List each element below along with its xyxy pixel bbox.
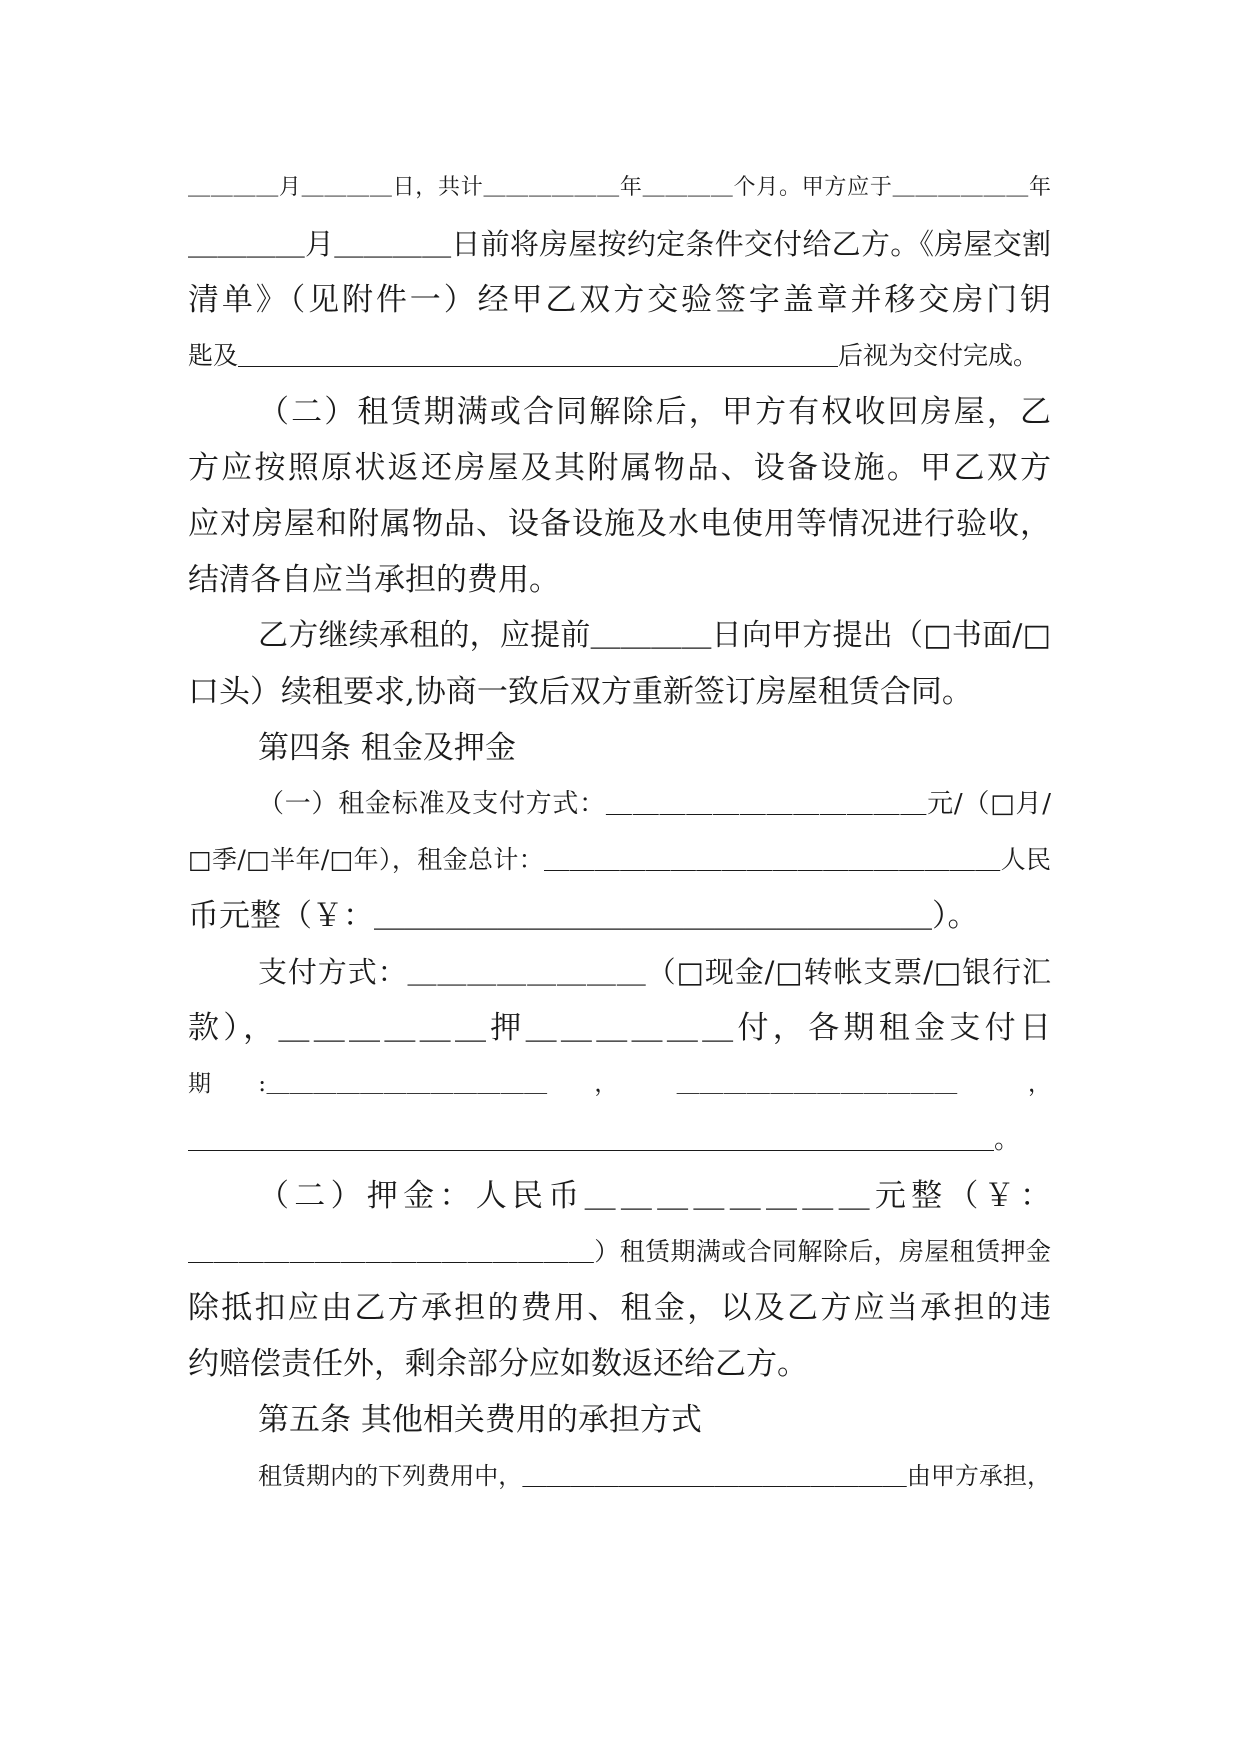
text-line-6: 方应按照原状返还房屋及其附属物品、设备设施。甲乙双方 [188,450,1051,486]
text-line-13: □季/□半年/□年），租金总计：＿＿＿＿＿＿＿＿＿＿＿＿＿＿＿＿＿＿人民 [188,845,1051,874]
section-heading-article-4: 第四条 租金及押金 [258,730,516,766]
text-line-16: 款），＿＿＿＿＿＿押＿＿＿＿＿＿付，各期租金支付日 [188,1010,1051,1046]
text-line-20: ＿＿＿＿＿＿＿＿＿＿＿＿＿＿＿＿）租赁期满或合同解除后，房屋租赁押金 [188,1237,1051,1266]
text-line-2: ＿＿＿＿月＿＿＿＿日前将房屋按约定条件交付给乙方。《房屋交割 [188,227,1051,261]
text-line-3: 清单》（见附件一）经甲乙双方交验签字盖章并移交房门钥 [188,282,1051,318]
section-heading-article-5: 第五条 其他相关费用的承担方式 [258,1402,702,1438]
text-line-9: 乙方继续承租的，应提前＿＿＿＿日向甲方提出（□书面/□ [258,618,1051,653]
text-line-4: 匙及＿＿＿＿＿＿＿＿＿＿＿＿＿＿＿＿＿＿＿＿＿＿＿＿后视为交付完成。 [188,341,1039,370]
text-line-24: 租赁期内的下列费用中，＿＿＿＿＿＿＿＿＿＿＿＿＿＿＿＿由甲方承担， [258,1462,1051,1490]
text-line-8: 结清各自应当承担的费用。 [188,562,560,598]
text-line-10: 口头）续租要求,协商一致后双方重新签订房屋租赁合同。 [188,674,973,710]
text-line-18: ＿＿＿＿＿＿＿＿＿＿＿＿＿＿＿＿＿＿＿＿＿＿＿＿＿＿＿＿＿＿＿。 [188,1125,1021,1155]
text-line-19: （二）押金：人民币＿＿＿＿＿＿＿＿元整（￥： [258,1178,1051,1214]
text-line-12: （一）租金标准及支付方式：＿＿＿＿＿＿＿＿＿＿＿＿元/（□月/ [258,789,1051,819]
text-line-22: 约赔偿责任外，剩余部分应如数返还给乙方。 [188,1346,808,1382]
text-line-15: 支付方式：＿＿＿＿＿＿＿＿（□现金/□转帐支票/□银行汇 [258,955,1051,989]
text-line-14: 币元整（￥：＿＿＿＿＿＿＿＿＿＿＿＿＿＿＿＿＿＿）。 [188,898,979,934]
text-line-5: （二）租赁期满或合同解除后，甲方有权收回房屋，乙 [258,394,1051,430]
text-line-17: 期 :＿＿＿＿＿＿＿＿＿＿＿＿ ， ＿＿＿＿＿＿＿＿＿＿＿＿ ， [188,1071,1051,1097]
text-line-21: 除抵扣应由乙方承担的费用、租金，以及乙方应当承担的违 [188,1290,1051,1326]
text-line-1: ＿＿＿＿月＿＿＿＿日，共计＿＿＿＿＿＿年＿＿＿＿个月。甲方应于＿＿＿＿＿＿年 [188,175,1051,200]
text-line-7: 应对房屋和附属物品、设备设施及水电使用等情况进行验收， [188,506,1051,542]
